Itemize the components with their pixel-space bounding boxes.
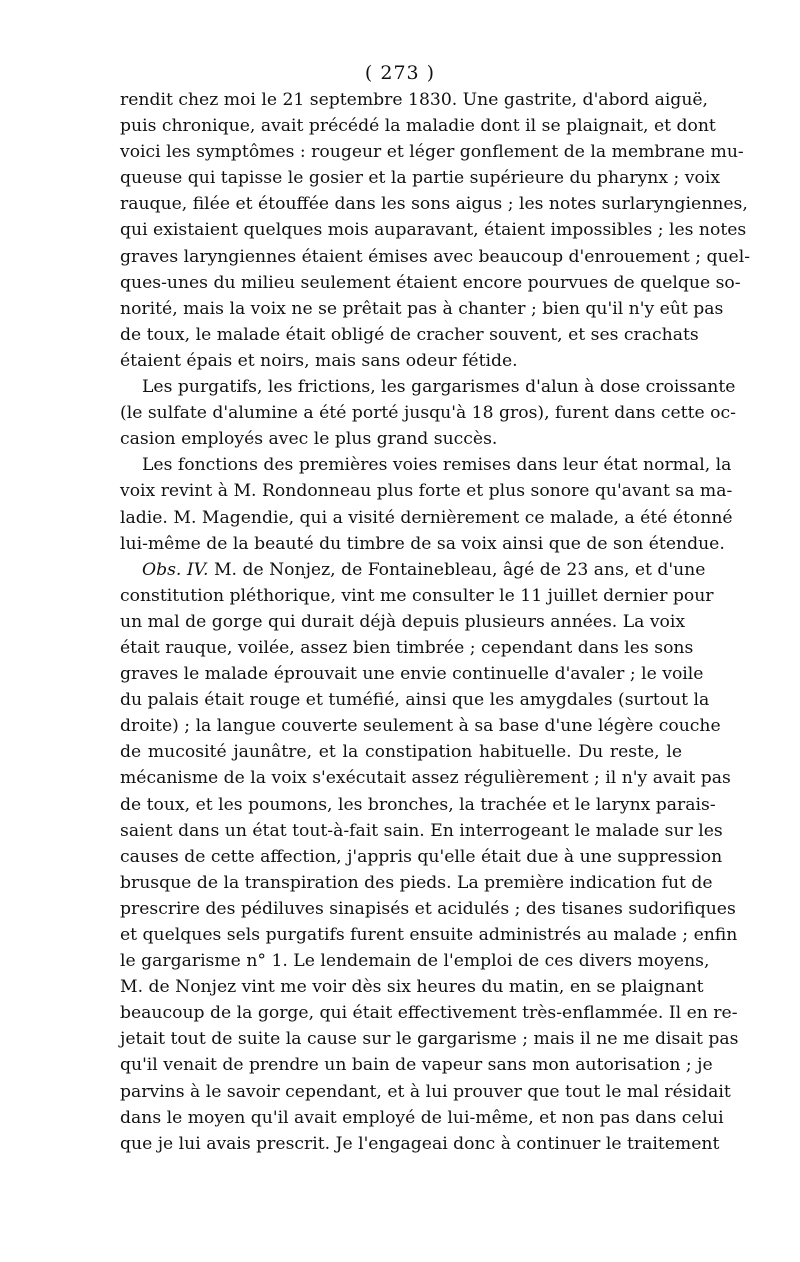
text-line: de toux, le malade était obligé de cracher souvent, et ses crachats [120, 324, 699, 345]
text-line: voix revint à M. Rondonneau plus forte et plus sonore qu'avant sa ma- [120, 481, 733, 502]
text-line: qu'il venait de prendre un bain de vapeur sans mon autorisation ; je [120, 1055, 713, 1076]
text-line: de toux, et les poumons, les bronches, la trachée et le larynx parais- [120, 794, 716, 815]
text-line: M. de Nonjez vint me voir dès six heures du matin, en se plaignant [120, 977, 704, 998]
text-line: Les fonctions des premières voies remises dans leur état normal, la [142, 455, 732, 476]
text-line: un mal de gorge qui durait déjà depuis plusieurs années. La voix [120, 611, 686, 632]
text-line: le gargarisme n° 1. Le lendemain de l'emploi de ces divers moyens, [120, 951, 710, 972]
paragraph-2 [120, 374, 736, 452]
text-line: voici les symptômes : rougeur et léger gonflement de la membrane mu- [120, 142, 744, 163]
text-line: du palais était rouge et tuméfié, ainsi que les amygdales (surtout la [120, 690, 710, 711]
text-line: jetait tout de suite la cause sur le gargarisme ; mais il ne me disait pas [120, 1029, 739, 1050]
text-line: étaient épais et noirs, mais sans odeur fétide. [120, 350, 518, 371]
text-line: dans le moyen qu'il avait employé de lui-même, et non pas dans celui [120, 1107, 724, 1128]
text-line: était rauque, voilée, assez bien timbrée ; cependant dans les sons [120, 637, 694, 658]
observation-label: Obs. IV. [142, 559, 209, 580]
text-line: saient dans un état tout-à-fait sain. En interrogeant le malade sur les [120, 820, 723, 841]
paragraph-3 [120, 452, 733, 556]
text-line: beaucoup de la gorge, qui était effectivement très-enflammée. Il en re- [120, 1003, 738, 1024]
text-line: rauque, filée et étouffée dans les sons aigus ; les notes surlaryngiennes, [120, 194, 748, 215]
text-line: norité, mais la voix ne se prêtait pas à chanter ; bien qu'il n'y eût pas [120, 298, 724, 319]
text-line: lui-même de la beauté du timbre de sa voix ainsi que de son étendue. [120, 533, 725, 554]
text-line: de mucosité jaunâtre, et la constipation habituelle. Du reste, le [120, 742, 682, 763]
text-line: rendit chez moi le 21 septembre 1830. Une gastrite, d'abord aiguë, [120, 90, 709, 110]
text-line: (le sulfate d'alumine a été porté jusqu'à 18 gros), furent dans cette oc- [120, 403, 736, 424]
text-line: droite) ; la langue couverte seulement à sa base d'une légère couche [120, 716, 721, 737]
text-line-rest: M. de Nonjez, de Fontainebleau, âgé de 23 ans, et d'une [208, 559, 706, 580]
text-line: mécanisme de la voix s'exécutait assez régulièrement ; il n'y avait pas [120, 768, 731, 789]
text-line: et quelques sels purgatifs furent ensuite administrés au malade ; enfin [120, 925, 738, 945]
text-line: parvins à le savoir cependant, et à lui prouver que tout le mal résidait [120, 1081, 731, 1102]
text-line: casion employés avec le plus grand succès. [120, 429, 498, 450]
text-line: queuse qui tapisse le gosier et la partie supérieure du pharynx ; voix [120, 168, 721, 189]
text-line: causes de cette affection, j'appris qu'elle était due à une suppression [120, 846, 723, 867]
text-line: brusque de la transpiration des pieds. La première indication fut de [120, 872, 713, 893]
text-line: ladie. M. Magendie, qui a visité dernièrement ce malade, a été étonné [120, 507, 733, 528]
body-text [120, 87, 751, 1157]
text-line: qui existaient quelques mois auparavant, étaient impossibles ; les notes [120, 220, 747, 241]
text-line: que je lui avais prescrit. Je l'engageai donc à continuer le traitement [120, 1133, 720, 1154]
text-line: prescrire des pédiluves sinapisés et acidulés ; des tisanes sudorifiques [120, 898, 736, 919]
text-line: graves le malade éprouvait une envie continuelle d'avaler ; le voile [120, 664, 704, 685]
text-line: ques-unes du milieu seulement étaient encore pourvues de quelque so- [120, 272, 741, 293]
text-line: puis chronique, avait précédé la maladie dont il se plaignait, et dont [120, 116, 716, 137]
text-line [120, 557, 706, 583]
text-line: graves laryngiennes étaient émises avec beaucoup d'enrouement ; quel- [120, 246, 751, 267]
text-line: Les purgatifs, les frictions, les gargarismes d'alun à dose croissante [142, 377, 736, 398]
page-number: ( 273 ) [364, 62, 436, 84]
text-line: constitution pléthorique, vint me consulter le 11 juillet dernier pour [120, 585, 714, 606]
paragraph-obs-iv [120, 557, 739, 1157]
paragraph-1 [120, 87, 751, 374]
